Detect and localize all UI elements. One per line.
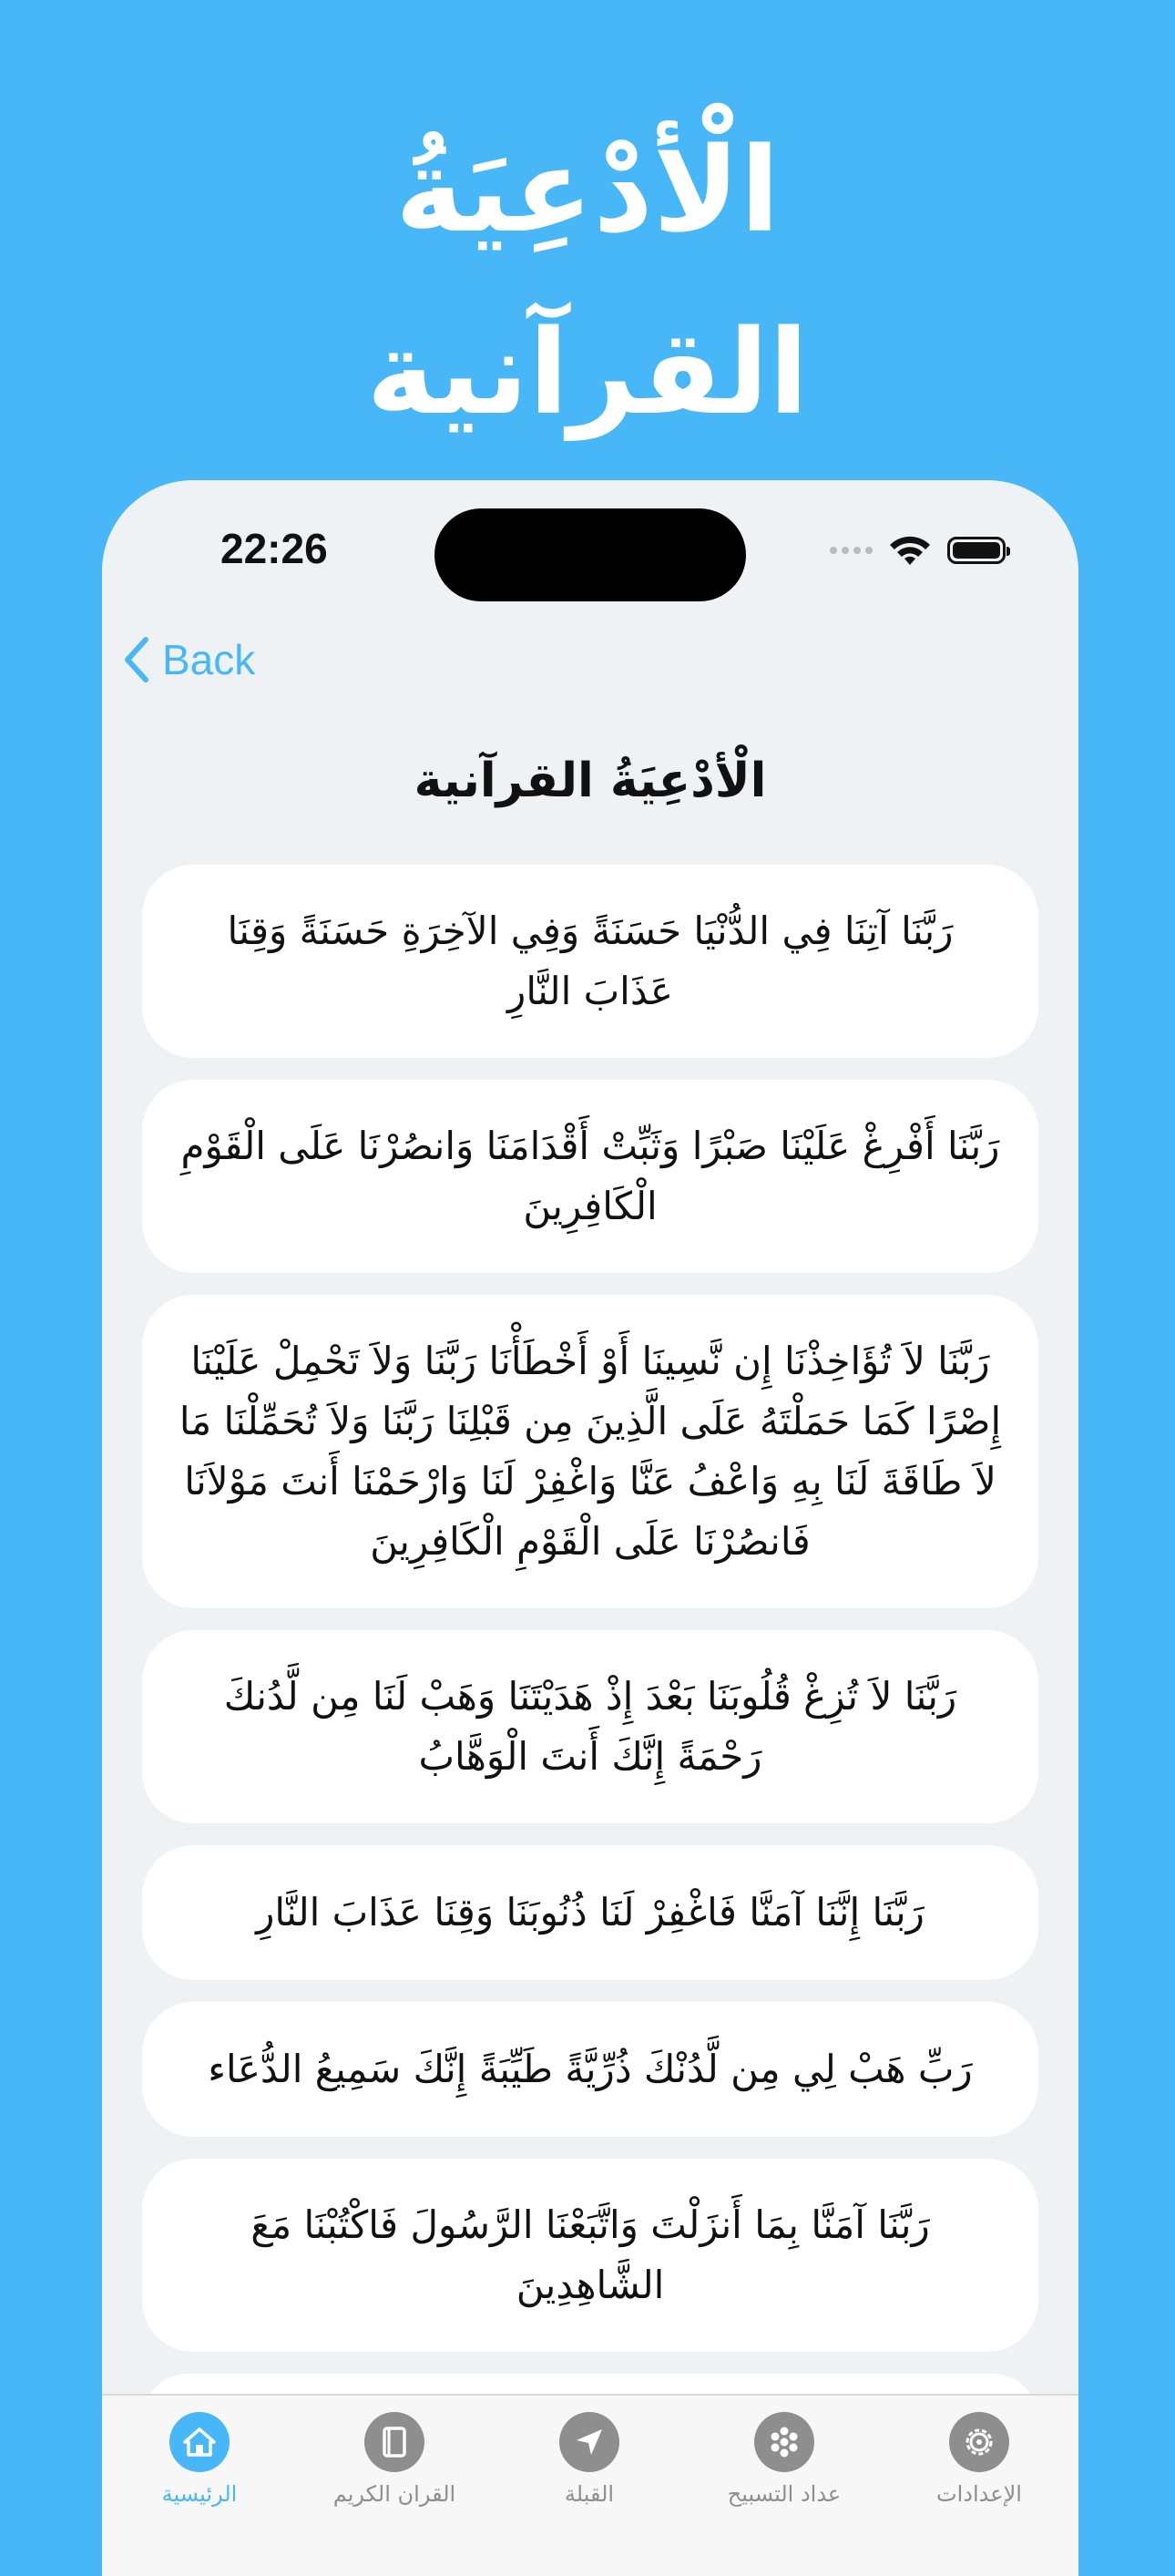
dua-text: رَبَّنَا آتِنَا فِي الدُّنْيَا حَسَنَةً وَفِي الآخِرَةِ حَسَنَةً وَقِنَا عَذَابَ النَّارِ [227,908,954,1013]
hero-title-line-2: القرآنية [366,305,809,441]
dua-card[interactable] [142,1295,1038,1608]
wifi-icon [889,534,931,567]
battery-icon [947,537,1006,564]
dua-card[interactable] [142,1080,1038,1273]
dua-text: رَبَّنَا آمَنَّا بِمَا أَنزَلْتَ وَاتَّبَعْنَا الرَّسُولَ فَاكْتُبْنَا مَعَ الشَّاهِدِينَ [250,2202,930,2307]
dua-card[interactable] [142,1630,1038,1823]
dua-text: رَبَّنَا لاَ تُزِغْ قُلُوبَنَا بَعْدَ إِذْ هَدَيْتَنَا وَهَبْ لَنَا مِن لَّدُنكَ رَحْمَةً إِنَّكَ أَنتَ الْوَهَّابُ [223,1674,957,1779]
dua-text: رَبَّنَا أَفْرِغْ عَلَيْنَا صَبْرًا وَثَبِّتْ أَقْدَامَنَا وَانصُرْنَا عَلَى الْقَوْمِ الْكَافِرِينَ [180,1124,1000,1228]
hero-title-line-1: الْأدْعِيَةُ [394,123,781,259]
dynamic-island [434,508,746,601]
back-label: Back [162,636,256,683]
dua-text: رَبَّنَا إِنَّنَا آمَنَّا فَاغْفِرْ لَنَا ذُنُوبَنَا وَقِنَا عَذَابَ النَّارِ [256,1890,925,1935]
page-title: الْأدْعِيَةُ القرآنية [414,754,767,808]
tab-label: القران الكريم [332,2481,456,2507]
dua-text: رَبِّ هَبْ لِي مِن لَّدُنْكَ ذُرِّيَّةً طَيِّبَةً إِنَّكَ سَمِيعُ الدُّعَاء [208,2047,973,2091]
signal-icon [830,547,873,554]
tab-label: القبلة [564,2481,615,2507]
tab-label: الرئيسية [161,2481,238,2507]
phone-screen [102,480,1078,2576]
status-time: 22:26 [220,525,328,572]
tab-bar [102,2394,1078,2576]
back-button[interactable] [122,635,255,684]
tab-quran[interactable] [297,2412,492,2507]
tab-qibla[interactable] [492,2412,687,2507]
compass-arrow-icon [559,2412,619,2472]
tab-label: عداد التسبيح [727,2481,842,2507]
hero-title [0,100,1175,465]
tab-home[interactable] [102,2412,297,2507]
dua-card[interactable] [142,1845,1038,1980]
book-icon [364,2412,424,2472]
tab-settings[interactable] [882,2412,1077,2507]
status-icons [830,528,1006,573]
dua-card[interactable] [142,2159,1038,2352]
tab-label: الإعدادات [936,2481,1022,2507]
gear-icon [949,2412,1009,2472]
tab-tasbih-counter[interactable] [687,2412,882,2507]
beads-icon [754,2412,814,2472]
chevron-left-icon [122,636,149,683]
dua-card[interactable] [142,865,1038,1058]
dua-text: رَبَّنَا لاَ تُؤَاخِذْنَا إِن نَّسِينَا أَوْ أَخْطَأْنَا رَبَّنَا وَلاَ تَحْمِلْ عَلَيْنَا إِصْرًا كَمَا حَمَلْتَهُ عَلَى الَّذِينَ مِن قَبْلِنَا رَبَّنَا وَلاَ تُحَمِّلْنَا مَا لاَ طَاقَةَ لَنَا بِهِ وَاعْفُ عَنَّا وَاغْفِرْ لَنَا وَارْحَمْنَا أَنتَ مَوْلاَنَا فَانصُرْنَا عَلَى الْقَوْمِ الْكَافِرِينَ [179,1339,1002,1564]
dua-card[interactable] [142,2002,1038,2137]
home-icon [169,2412,230,2472]
